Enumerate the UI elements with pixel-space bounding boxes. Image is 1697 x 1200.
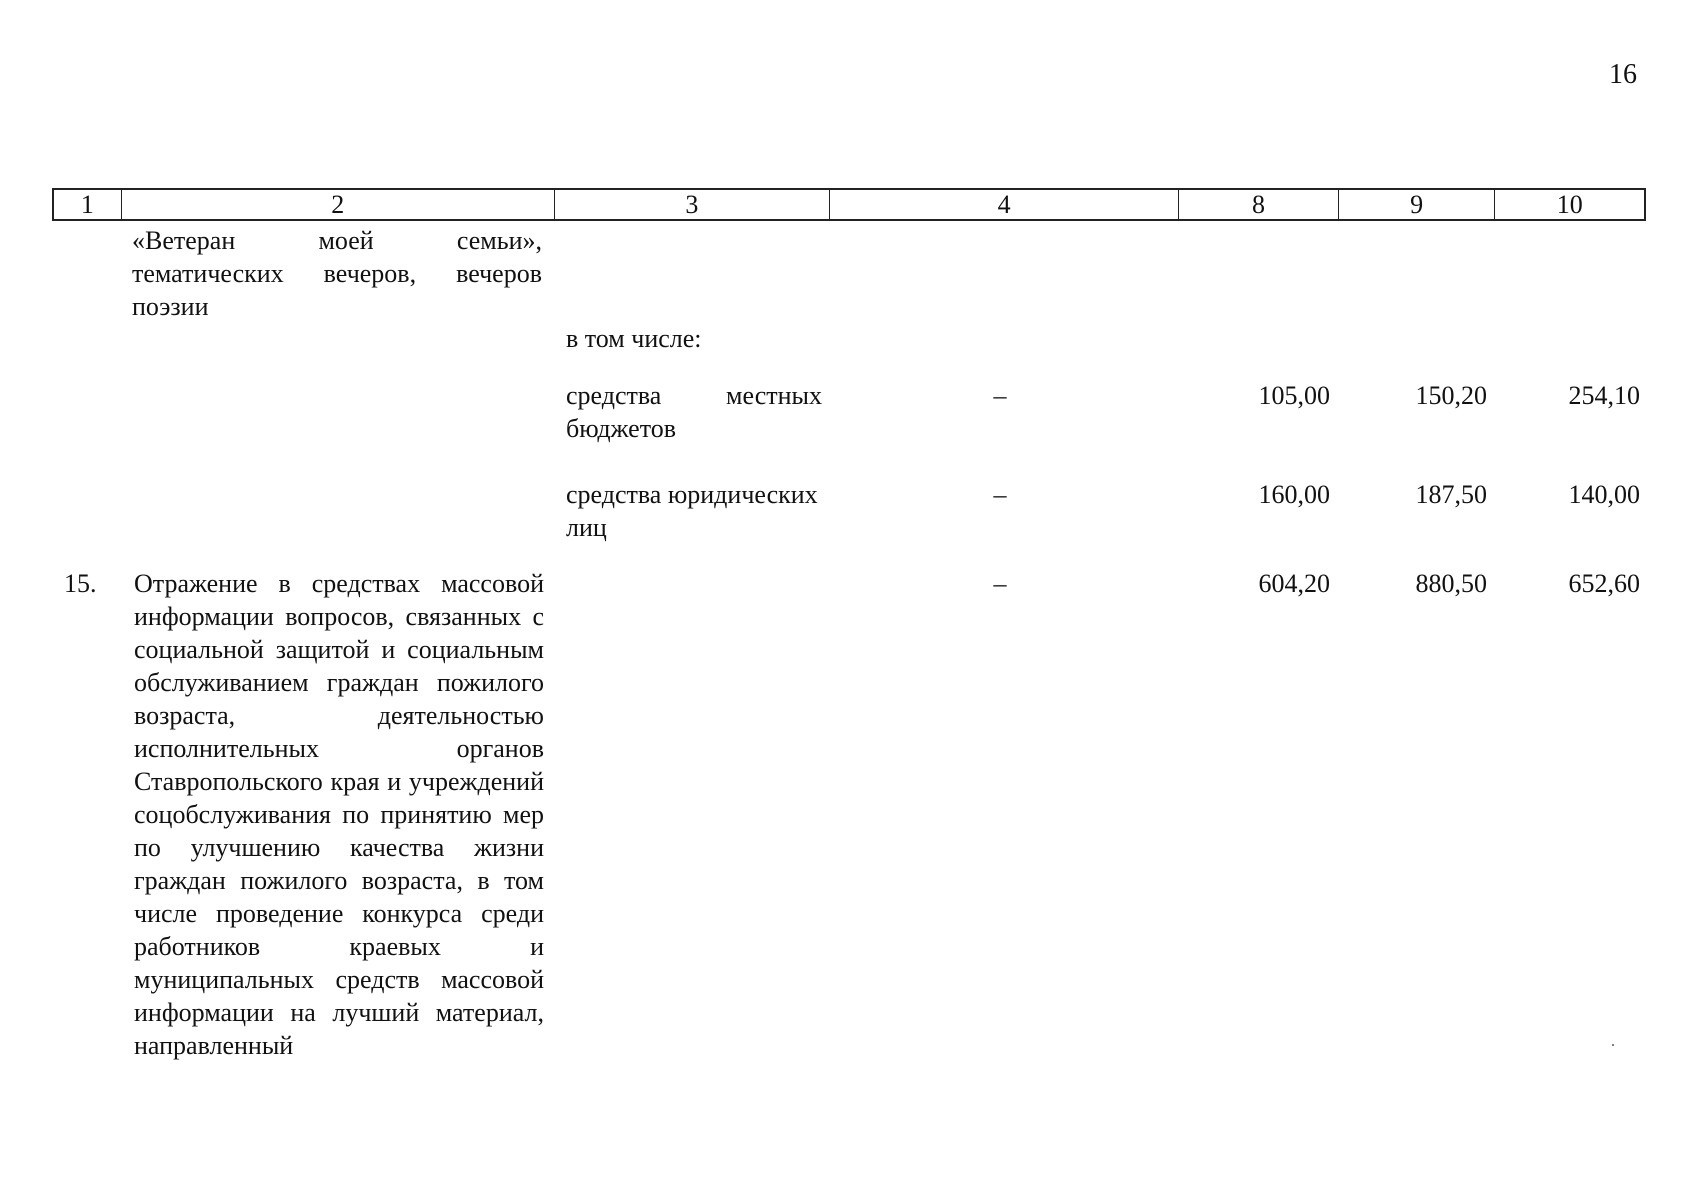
row-col9: 880,50: [1415, 569, 1487, 598]
row-col8: 604,20: [1258, 569, 1330, 598]
header-col-2: 2: [122, 190, 555, 219]
sub-row-col10: 254,10: [1568, 381, 1640, 410]
scan-speck: [1612, 1044, 1614, 1046]
page-number: 16: [1609, 59, 1637, 90]
header-col-1: 1: [54, 190, 122, 219]
row-number: 15.: [64, 569, 97, 598]
including-label: в том числе:: [566, 324, 702, 353]
sub-row-col8: 105,00: [1258, 381, 1330, 410]
row-description: Отражение в средствах массовой информации вопросов, связанных с социальной защитой и социальным обслуживанием граждан пожилого возраста, деятельностью исполнительных органов Ставропольского края и учреждений соцобслуживания по принятию мер по улучшению качества жизни граждан пожилого возраста, в том числе проведение конкурса среди работников краевых и муниципальных средств массовой информации на лучший материал, направленный: [134, 569, 544, 1060]
sub-row-col10: 140,00: [1568, 480, 1640, 509]
sub-row-col9: 187,50: [1415, 480, 1487, 509]
row-col10: 652,60: [1568, 569, 1640, 598]
header-col-8: 8: [1179, 190, 1339, 219]
sub-row-col4: –: [993, 480, 1007, 509]
sub-row-label: средства местных бюджетов: [566, 381, 822, 443]
sub-row-col8: 160,00: [1258, 480, 1330, 509]
header-col-9: 9: [1339, 190, 1496, 219]
header-col-4: 4: [830, 190, 1179, 219]
header-col-10: 10: [1556, 190, 1583, 219]
sub-row-col9: 150,20: [1415, 381, 1487, 410]
table-header-row: [52, 188, 1646, 221]
row-col4: –: [993, 569, 1007, 598]
continuation-description: «Ветеран моей семьи», тематических вечеров, вечеров поэзии: [132, 226, 542, 321]
sub-row-label: средства юридических лиц: [566, 480, 818, 542]
sub-row-col4: –: [993, 381, 1007, 410]
header-col-3: 3: [555, 190, 830, 219]
